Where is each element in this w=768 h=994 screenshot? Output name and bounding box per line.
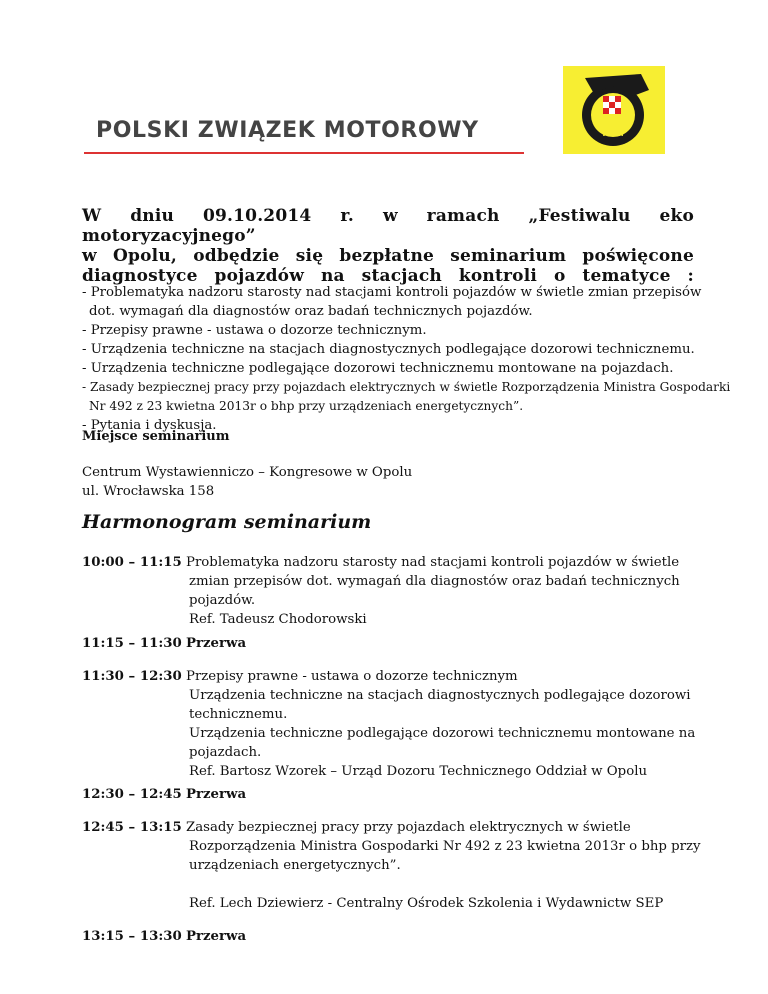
headline-line: W dniu 09.10.2014 r. w ramach „Festiwalu eko motoryzacyjnego” bbox=[82, 206, 694, 246]
schedule-line: Przepisy prawne - ustawa o dozorze technicznym bbox=[186, 669, 518, 684]
schedule-description bbox=[186, 553, 746, 629]
logo-text: PZM bbox=[602, 128, 624, 139]
schedule-line: technicznemu. bbox=[189, 707, 288, 722]
schedule-line: Rozporządzenia Ministra Gospodarki Nr 492 z 23 kwietna 2013r o bhp przy bbox=[189, 839, 701, 854]
topic-item-continuation: dot. wymagań dla diagnostów oraz badań technicznych pojazdów. bbox=[89, 304, 533, 319]
header-divider bbox=[84, 152, 524, 154]
schedule-line: Urządzenia techniczne podlegające dozorowi technicznemu montowane na bbox=[189, 726, 696, 741]
schedule-title: Harmonogram seminarium bbox=[82, 511, 372, 533]
schedule-time: 11:30 – 12:30 bbox=[82, 669, 182, 684]
schedule-description bbox=[186, 818, 746, 913]
announcement-headline bbox=[82, 206, 694, 286]
schedule-speaker: Ref. Bartosz Wzorek – Urząd Dozoru Technicznego Oddział w Opolu bbox=[189, 764, 648, 779]
schedule-break: Przerwa bbox=[186, 787, 247, 802]
topic-item: - Urządzenia techniczne na stacjach diagnostycznych podlegające dozorowi technicznemu. bbox=[82, 342, 695, 357]
pzm-logo bbox=[563, 66, 665, 154]
schedule-time: 12:45 – 13:15 bbox=[82, 820, 182, 835]
schedule-speaker: Ref. Tadeusz Chodorowski bbox=[189, 612, 367, 627]
headline-line: w Opolu, odbędzie się bezpłatne seminarium poświęcone bbox=[82, 246, 694, 266]
venue-address bbox=[82, 463, 412, 501]
topic-item: - Zasady bezpiecznej pracy przy pojazdach elektrycznych w świetle Rozporządzenia Ministra Gospodarki bbox=[82, 380, 731, 394]
topic-item: - Przepisy prawne - ustawa o dozorze technicznym. bbox=[82, 323, 427, 338]
schedule-description bbox=[186, 667, 746, 781]
schedule-line: Urządzenia techniczne na stacjach diagnostycznych podlegające dozorowi bbox=[189, 688, 691, 703]
topic-item: - Pytania i dyskusja. bbox=[82, 418, 217, 433]
schedule-break: Przerwa bbox=[186, 636, 247, 651]
venue-name: Centrum Wystawienniczo – Kongresowe w Opolu bbox=[82, 465, 413, 480]
schedule-spacer bbox=[186, 875, 746, 894]
schedule-break: Przerwa bbox=[186, 929, 247, 944]
schedule-line: Problematyka nadzoru starosty nad stacjami kontroli pojazdów w świetle bbox=[186, 555, 680, 570]
schedule-time: 13:15 – 13:30 bbox=[82, 929, 182, 944]
schedule-time: 12:30 – 12:45 bbox=[82, 787, 182, 802]
topic-item: - Urządzenia techniczne podlegające dozorowi technicznemu montowane na pojazdach. bbox=[82, 361, 674, 376]
topic-item-continuation: Nr 492 z 23 kwietna 2013r o bhp przy urządzeniach energetycznych”. bbox=[89, 399, 524, 413]
schedule-line: Zasady bezpiecznej pracy przy pojazdach elektrycznych w świetle bbox=[186, 820, 631, 835]
schedule-time: 11:15 – 11:30 bbox=[82, 636, 182, 651]
schedule-line: urządzeniach energetycznych”. bbox=[189, 858, 401, 873]
schedule-time: 10:00 – 11:15 bbox=[82, 555, 182, 570]
topics-list bbox=[82, 283, 731, 435]
organization-name: POLSKI ZWIĄZEK MOTOROWY bbox=[96, 118, 479, 143]
schedule-line: zmian przepisów dot. wymagań dla diagnostów oraz badań technicznych bbox=[189, 574, 680, 589]
venue-label: Miejsce seminarium bbox=[82, 429, 230, 444]
schedule-line: pojazdów. bbox=[189, 593, 256, 608]
headline-line: diagnostyce pojazdów na stacjach kontroli o tematyce : bbox=[82, 266, 694, 286]
schedule-line: pojazdach. bbox=[189, 745, 262, 760]
topic-item: - Problematyka nadzoru starosty nad stacjami kontroli pojazdów w świetle zmian przepisów bbox=[82, 285, 702, 300]
venue-street: ul. Wrocławska 158 bbox=[82, 484, 215, 499]
schedule-speaker: Ref. Lech Dziewierz - Centralny Ośrodek Szkolenia i Wydawnictw SEP bbox=[189, 896, 664, 911]
